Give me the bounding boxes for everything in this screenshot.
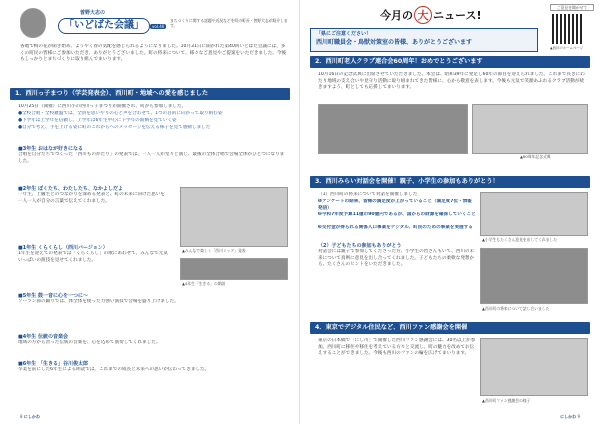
photo-dialogue-1	[480, 192, 588, 236]
mayor-portrait	[20, 8, 46, 38]
section3-title: 3．西川みらい対話会を開催！親子、小学生の参加もありがとう！	[310, 176, 590, 188]
photo-ceremony-2	[472, 104, 588, 154]
section2-title: 2．西川町老人クラブ連合会60周年！おめでとうございます	[310, 56, 590, 68]
section1-title: 1．西川っ子まつり（学芸発表会）、西川町・地域への愛を感じました	[10, 88, 290, 100]
section4-title: 4．東京でデジタル住民など、西川ファン感謝会を開催	[310, 322, 590, 334]
photo-dialogue-1-caption: ▲小学生もたくさん意見を出してくれました	[482, 237, 558, 242]
news-banner	[310, 28, 538, 52]
section3-lead: （1）西川町の将来について対話を開催しました	[318, 192, 418, 197]
banner-line-2: 西川町職員会・鳥獣対策室の皆様、ありがとうございます	[316, 39, 473, 46]
section2-text: 10月16日の記念式典に出席させていただきました。本会は、昭和39年に発足し60年の節目を迎えられました。これまで長きにわたり地域の支え合いや見守り活動に取り組まれてきた皆様に、心から敬意を表します。今後も元気で笑顔あふれるクラブ活動が続きますよう、町としても応援してまいります。	[318, 72, 585, 91]
text-6th-grade: 卒業を前にした6年生による朗読では、これまでの成長と未来への思いが伝わってきました。	[18, 367, 210, 372]
photo-reading-caption: ▲4年生「生きる」の朗読	[182, 281, 226, 286]
text-2nd-grade: 一年生、上級生とのつながりを深める発表と、町の未来に向けた思いを一人一人が自分の言葉で伝えてくれました。	[18, 192, 166, 204]
text-4th-grade: 地域の方から習った伝統の音楽を、心を込めて演奏してくれました。	[18, 340, 161, 345]
footer-page-number: 8	[20, 414, 23, 419]
section3-sub: （2）子どもたちの参加もありがとう	[318, 243, 402, 249]
sub-2nd-grade: ■2年生 ぼくたち、わたしたち、なかよしだよ	[18, 186, 123, 192]
section4-text: 東京の日本橋で「にし川」で開催した西川ファン感謝会には、30名以上が参加。西川町に移住や移住を考えている方々と交流し、町の魅力を改めてお伝えすることができました。今後も西川のファンの輪を広げてまいります。	[318, 338, 476, 357]
photo-ceremony-1	[318, 104, 468, 154]
column-note: まちづくりに関する話題や近況などを町の町長・曽野大志が紹介します。	[170, 18, 288, 28]
section1-point-3: ●自分で考え、手を上げる姿に町のこれからへのメッセージを伝える様子を見て感動しました	[18, 125, 211, 130]
section1-point-1: ●全校合唱・全校鍵盤では、全員を思いやりの心と声を合わせて、1つの目的に向かって取り組む姿	[18, 111, 223, 116]
right-page	[300, 0, 600, 424]
footer-right	[560, 414, 580, 420]
section1-point-2: ●下学年は上学年を信頼し、上学年は6年生中心に下学年の面倒を見ていく姿	[18, 118, 177, 123]
photo-fan-meeting	[480, 338, 588, 396]
qr-code-icon[interactable]	[552, 14, 582, 44]
sub-6th-grade: ■6年生 「生きる」谷川俊太郎	[18, 361, 88, 367]
section1-lead: 10月25日（開催）に西川小の西川っ子まつりが開催され、町から参加しました。	[18, 104, 187, 109]
text-1st-grade: 1年生を迎えての発表では「くらくらし」の歌にあわせて、みんなで元気いっぱいの演技を見せてくれました。	[18, 251, 168, 263]
photo-ceremony-caption: ▲60周年記念式典	[520, 154, 551, 159]
photo-fan-meeting-caption: ▲西川町ファン感謝会の様子	[482, 398, 531, 403]
photo-stage-caption: ▲みんなで楽しく「西川ミッド」発表	[182, 248, 246, 253]
section1-sub: ■3年生 おはなが好きになる	[18, 146, 83, 152]
section3-point-2: ❷今和7年度予算11億の90億円であるが、国からの財源を確保していくこと	[318, 212, 476, 217]
footer-left	[20, 414, 40, 420]
qr-caption: ご意見を聞かせて	[550, 4, 594, 11]
photo-stage	[180, 187, 288, 247]
intro-text: 各地で梅の花が開き始め、ようやく春の気配を感じられるようになりました。10月31日に開かれた第40回いどばた会議には、多くの町民の皆様にご参加いただき、ありがとうございました。町の将来について、様々なご意見やご提案をいただきました。今後もしっかりとまちづくりに取り組んでまいります。	[20, 44, 287, 63]
column-title: 「いどばた会議」	[58, 18, 150, 34]
banner-line-1: 「県にご注意ください！	[316, 31, 372, 37]
text-5th-grade: ソーラン節の踊りでは、体全体を使った力強い演技で会場を盛り上げました。	[18, 299, 179, 304]
photo-dialogue-2	[480, 248, 588, 304]
section3-point-3: ❸交付金が得られる関係人口事業をデジタル、町民のための事業を実施する	[318, 225, 473, 230]
photo-dialogue-2-caption: ▲西川町の将来について話し合いました	[482, 306, 550, 311]
section1-text: 合唱を自分たちでつくった「西川ものがたり」の発表では、一人一人が堂々と演じ、最後の全体合唱で会場全体がひとつになりました。	[18, 152, 285, 164]
news-kanji-badge: 大	[414, 6, 432, 24]
footer-brand: にしかわ	[23, 414, 40, 419]
mayor-label: 曽野大志の	[80, 10, 106, 16]
section3-text: 対話会には親子で参加してくださった方、小学生の皆さんもいて、西川の未来について真剣に意見を出し合ってくれました。子どもたちの柔軟な発想から、たくさんのヒントをいただきました。	[318, 249, 475, 268]
news-prefix: 今月の	[380, 9, 413, 22]
photo-reading	[180, 258, 288, 280]
section3-point-1: ❶アンケートの結果、皆様の満足度が上がっていること（満足度7位・情報発信）	[318, 199, 472, 211]
qr-label: ▲西川のホームページ	[550, 46, 584, 50]
news-suffix: ニュース!	[433, 9, 482, 22]
footer-brand: にしかわ	[560, 414, 577, 419]
column-vol: vol.40	[152, 24, 165, 29]
footer-page-number: 9	[577, 414, 580, 419]
sub-4th-grade: ■4年生 伝統の音楽会	[18, 334, 68, 340]
sub-5th-grade: ■5年生 鼓一音に心を一つに〜	[18, 293, 88, 299]
news-heading	[380, 6, 481, 24]
sub-1st-grade: ■1年生 くらくらし（西川バージョン）	[18, 245, 108, 251]
